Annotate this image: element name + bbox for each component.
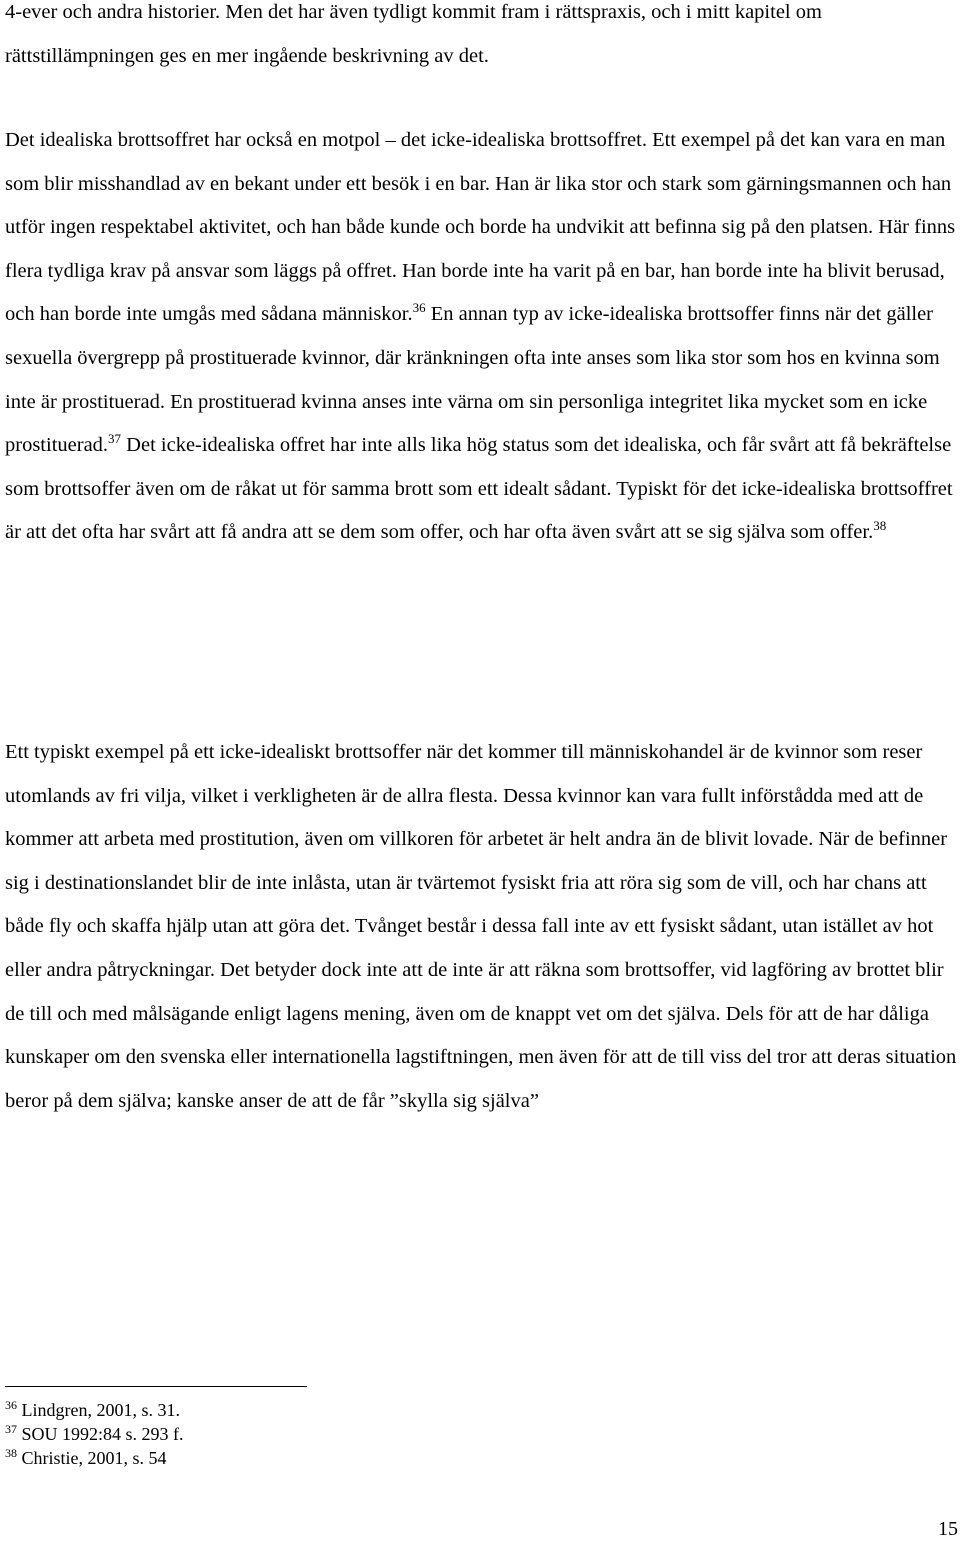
page-number: 15 [938, 1518, 958, 1540]
footnote-number: 38 [5, 1446, 17, 1460]
footnote-text: SOU 1992:84 s. 293 f. [21, 1424, 184, 1444]
footnote-ref-36[interactable]: 36 [412, 300, 426, 316]
paragraph-2-text-3: Det icke-idealiska offret har inte alls lika hög status som det idealiska, och får svårt att få bekräftelse som brottsoffer även om de råkat ut för samma brott som ett idealt sådant. Typiskt för det icke-idealiska brottsoffret är att det ofta har svårt att få andra att se dem som offer, och har ofta även svårt att se sig själva som offer. [5, 434, 953, 544]
footnote-36 [5, 1398, 184, 1422]
footnote-ref-37[interactable]: 37 [108, 431, 122, 447]
paragraph-3: Ett typiskt exempel på ett icke-idealiskt brottsoffer när det kommer till människohandel är de kvinnor som reser utomlands av fri vilja, vilket i verkligheten är de allra flesta. Dessa kvinnor kan vara fullt införstådda med att de kommer att arbeta med prostitution, även om villkoren för arbetet är helt andra än de blivit lovade. När de befinner sig i destinationslandet blir de inte inlåsta, utan är tvärtemot fysiskt fria att röra sig som de vill, och har chans att både fly och skaffa hjälp utan att göra det. Tvånget består i dessa fall inte av ett fysiskt sådant, utan istället av hot eller andra påtryckningar. Det betyder dock inte att de inte är att räkna som brottsoffer, vid lagföring av brottet blir de till och med målsägande enligt lagens mening, även om de knappt vet om det själva. Dels för att de har dåliga kunskaper om den svenska eller internationella lagstiftningen, men även för att de till viss del tror att deras situation beror på dem själva; kanske anser de att de får ”skylla sig själva” [5, 741, 957, 1112]
footnote-number: 37 [5, 1422, 17, 1436]
paragraph-2-text-1: Det idealiska brottsoffret har också en motpol – det icke-idealiska brottsoffret. Ett exempel på det kan vara en man som blir misshandlad av en bekant under ett besök i en bar. Han är lika stor och stark som gärningsmannen och han utför ingen respektabel aktivitet, och han både kunde och borde ha undvikit att befinna sig på den platsen. Här finns flera tydliga krav på ansvar som läggs på offret. Han borde inte ha varit på en bar, han borde inte ha blivit berusad, och han borde inte umgås med sådana människor. [5, 129, 956, 326]
footnote-number: 36 [5, 1398, 17, 1412]
footnote-ref-38[interactable]: 38 [873, 518, 887, 534]
footnote-separator [5, 1386, 307, 1387]
paragraph-1: 4-ever och andra historier. Men det har även tydligt kommit fram i rättspraxis, och i mitt kapitel om rättstillämpningen ges en mer ingående beskrivning av det. [5, 1, 822, 67]
paragraph-2 [5, 119, 960, 555]
paragraph-2-text-2: En annan typ av icke-idealiska brottsoffer finns när det gäller sexuella övergrepp på prostituerade kvinnor, där kränkningen ofta inte anses som lika stor som hos en kvinna som inte är prostituerad. En prostituerad kvinna anses inte värna om sin personliga integritet lika mycket som en icke prostituerad. [5, 303, 940, 457]
footnotes [5, 1398, 184, 1470]
footnote-37 [5, 1422, 184, 1446]
footnote-text: Lindgren, 2001, s. 31. [21, 1400, 180, 1420]
footnote-38 [5, 1446, 184, 1470]
footnote-text: Christie, 2001, s. 54 [21, 1448, 167, 1468]
